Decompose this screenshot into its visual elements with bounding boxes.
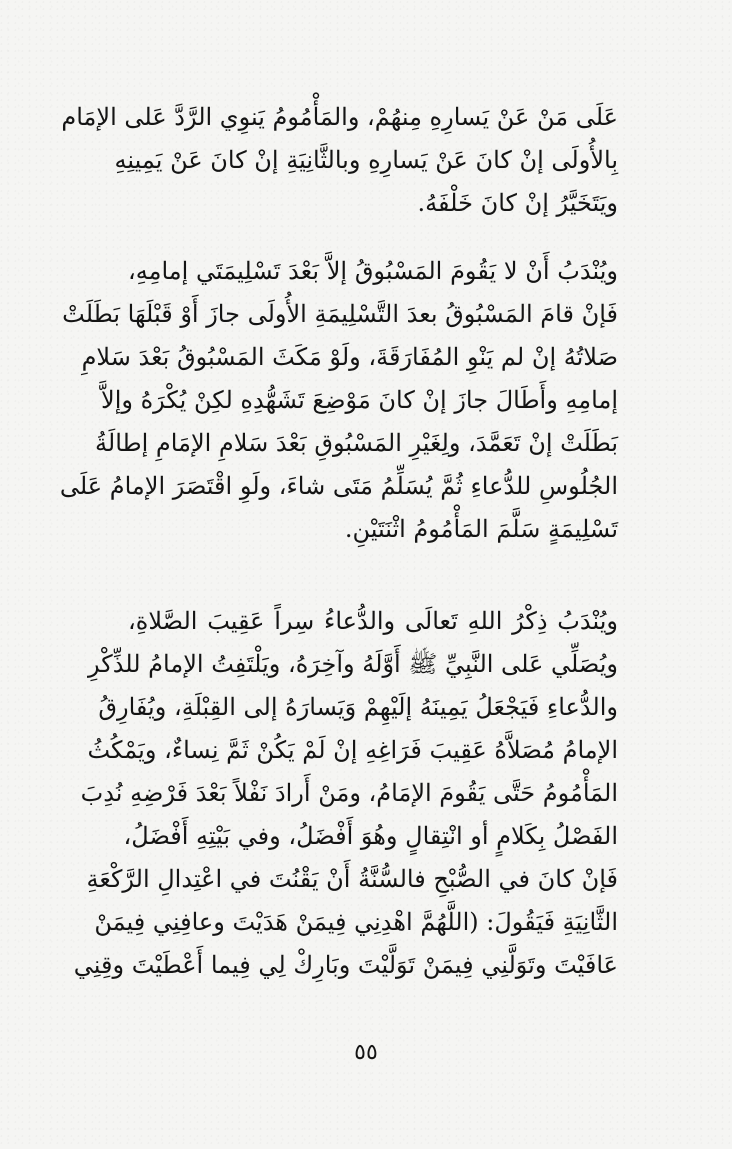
page-number: ٥٥ (354, 1040, 378, 1065)
text-line: إمامِهِ وأَطَالَ جازَ إنْ كانَ مَوْضِعَ تَشَهُّدِهِ لكِنْ يُكْرَهُ وإلاَّ (101, 386, 618, 414)
text-line: تَسْلِيمَةٍ سَلَّمَ المَأْمُومُ اثْنَتَيْنِ. (344, 515, 618, 543)
text-line: بَطَلَتْ إنْ تَعَمَّدَ، ولِغَيْرِ المَسْبُوقِ بَعْدَ سَلامِ الإمَامِ إطالَةُ (95, 429, 618, 457)
text-line: ويَتَخَيَّرُ إنْ كانَ خَلْفَهُ. (417, 189, 618, 217)
text-line: ويُنْدَبُ أَنْ لا يَقُومَ المَسْبُوقُ إلاَّ بَعْدَ تَسْلِيمَتَي إمامِهِ، (128, 257, 618, 285)
text-line: ويُصَلِّي عَلى النَّبِيِّ ﷺ أَوَّلَهُ وآخِرَهُ، ويَلْتَفِتُ الإمامُ للذِّكْرِ (88, 650, 618, 678)
text-line: فَإنْ كانَ في الصُّبْحِ فالسُّنَّةُ أَنْ يَقْنُتَ في اعْتِدالِ الرَّكْعَةِ (86, 865, 618, 893)
text-line: صَلاتُهُ إنْ لم يَنْوِ المُفَارَقَةَ، ولَوْ مَكَثَ المَسْبُوقُ بَعْدَ سَلامِ (81, 343, 618, 371)
text-line: بِالأُولَى إنْ كانَ عَنْ يَسارِهِ وبالثَّانِيَةِ إنْ كانَ عَنْ يَمِينِهِ (114, 146, 618, 174)
text-line: عَافَيْتَ وتَوَلَّنِي فِيمَنْ تَوَلَّيْتَ وبَارِكْ لِي فِيما أَعْطَيْتَ وقِنِي (73, 951, 618, 979)
paragraph-3 (73, 600, 618, 987)
text-line: والدُّعاءِ فَيَجْعَلُ يَمِينَهُ إلَيْهِمْ وَيَسارَهُ إلى القِبْلَةِ، ويُفَارِقُ (98, 693, 618, 721)
paragraph-2 (59, 250, 618, 551)
text-line: ويُنْدَبُ ذِكْرُ اللهِ تَعالَى والدُّعاءُ سِراً عَقِيبَ الصَّلاةِ، (128, 607, 618, 635)
paragraph-1 (61, 96, 618, 225)
text-line: فَإنْ قامَ المَسْبُوقُ بعدَ التَّسْلِيمَةِ الأُولَى جازَ أَوْ قَبْلَهَا بَطَلَتْ (62, 300, 618, 328)
text-line: المَأْمُومُ حَتَّى يَقُومَ الإمَامُ، ومَنْ أَرادَ نَفْلاً بَعْدَ فَرْضِهِ نُدِبَ (80, 779, 618, 807)
text-line: الثَّانِيَةِ فَيَقُولَ: (اللَّهُمَّ اهْدِنِي فِيمَنْ هَدَيْتَ وعافِنِي فِيمَنْ (94, 908, 618, 936)
text-line: الجُلُوسِ للدُّعاءِ ثُمَّ يُسَلِّمُ مَتَى شاءَ، ولَوِ اقْتَصَرَ الإمامُ عَلَى (59, 472, 618, 500)
text-line: عَلَى مَنْ عَنْ يَسارِهِ مِنهُمْ، والمَأْمُومُ يَنوِي الرَّدَّ عَلى الإمَام (61, 103, 618, 131)
text-line: الإمامُ مُصَلاَّهُ عَقِيبَ فَرَاغِهِ إنْ لَمْ يَكُنْ ثَمَّ نِساءٌ، ويَمْكُثُ (87, 736, 618, 764)
text-line: الفَصْلُ بِكَلامٍ أو انْتِقالٍ وهُوَ أَفْضَلُ، وفي بَيْتِهِ أَفْضَلُ، (123, 822, 618, 850)
